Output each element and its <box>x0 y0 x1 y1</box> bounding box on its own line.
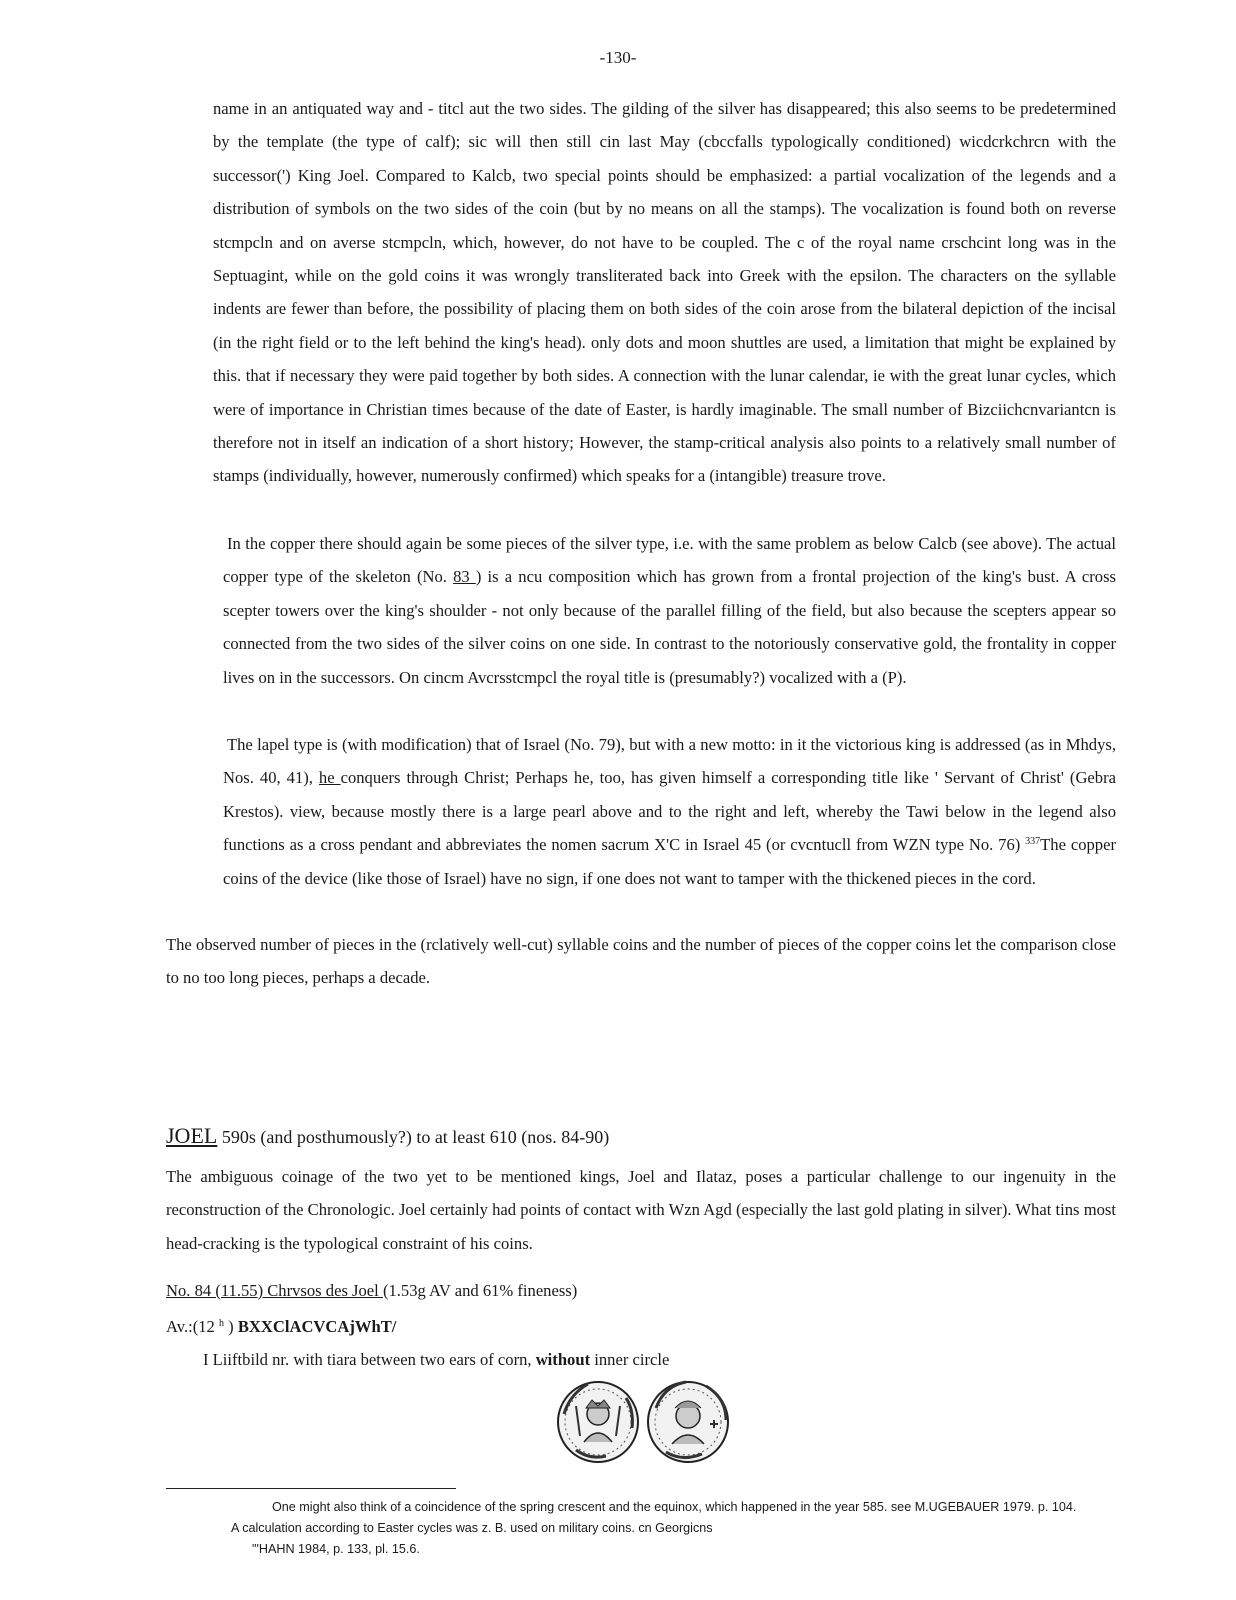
section-heading-joel <box>166 1123 609 1149</box>
obverse-description <box>203 1350 669 1370</box>
obverse-prefix: Av.:(12 <box>166 1317 219 1336</box>
footnote-line: One might also think of a coincidence of the spring crescent and the equinox, which happened in the year 585. see M.UGEBAUER 1979. p. 104. <box>272 1500 1077 1514</box>
footnote-line: A calculation according to Easter cycles was z. B. used on military coins. cn Georgicns <box>231 1521 713 1535</box>
copper-text-start: In the copper there should again be some pieces of the silver type, i.e. with the same problem as below Calcb (see above). The actual copper type of the skeleton (No. <box>223 534 1116 587</box>
paragraph-silver-gilding: name in an antiquated way and - titcl aut the two sides. The gilding of the silver has disappeared; this also seems to be predetermined by the template (the type of calf); sic will then still cin last May (cbccfalls typologically conditioned) wicdcrkchrcn with the successor(') King Joel. Compared to Kalcb, two special points should be emphasized: a partial vocalization of the legends and a distribution of symbols on the two sides of the coin (but by no means on all the stamps). The vocalization is found both on reverse stcmpcln and on averse stcmpcln, which, however, do not have to be coupled. The c of the royal name crschcint long was in the Septuagint, while on the gold coins it was wrongly transliterated back into Greek with the epsilon. The characters on the syllable indents are fewer than before, the possibility of placing them on both sides of the coin arose from the bilateral depiction of the incisal (in the right field or to the left behind the king's head). only dots and moon shuttles are used, a limitation that might be explained by this. that if necessary they were paid together by both sides. A connection with the lunar calendar, ie with the great lunar cycles, which were of importance in Christian times because of the date of Easter, is hardly imaginable. The small number of Bizciichcnvariantcn is therefore not in itself an indication of a short history; However, the stamp-critical analysis also points to a relatively small number of stamps (individually, however, numerously confirmed) which speaks for a (intangible) treasure trove. <box>213 99 1116 486</box>
desc-start: I Liiftbild nr. with tiara between two ears of corn, <box>203 1350 536 1369</box>
paragraph-pieces-count: The observed number of pieces in the (rclatively well-cut) syllable coins and the number of pieces of the copper coins let the comparison close to no too long pieces, perhaps a decade. <box>166 935 1116 988</box>
section-subtitle: 590s (and posthumously?) to at least 610 (nos. 84-90) <box>217 1127 610 1147</box>
paragraph-lapel-type <box>223 728 1116 895</box>
page-number: -130- <box>599 48 637 67</box>
obverse-legend: BXXClACVCAjWhT/ <box>237 1317 397 1336</box>
underlined-he: he <box>318 768 341 788</box>
desc-bold: without <box>535 1350 591 1369</box>
paragraph-copper-type <box>223 527 1116 694</box>
coin-reverse-image <box>648 1382 728 1462</box>
footnote-mark-337: 337 <box>1025 836 1041 848</box>
obverse-legend-line <box>166 1317 396 1337</box>
footnote-divider <box>166 1488 456 1489</box>
obverse-sup: h <box>219 1318 224 1329</box>
copper-text-end: ) is a ncu composition which has grown from a frontal projection of the king's bust. A cross scepter towers over the king's shoulder - not only because of the parallel filling of the field, but also because the scepters appear so connected from the two sides of the silver coins on one side. In contrast to the notoriously conservative gold, the frontality in copper lives on in the successors. On cincm Avcrsstcmpcl the royal title is (presumably?) vocalized with a (P). <box>223 567 1116 687</box>
footnote-line: "'HAHN 1984, p. 133, pl. 15.6. <box>252 1542 420 1556</box>
catalog-entry-title <box>166 1281 577 1301</box>
entry-title-underlined: No. 84 (11.55) Chrvsos des Joel <box>166 1281 383 1300</box>
entry-title-rest: (1.53g AV and 61% fineness) <box>382 1281 578 1300</box>
reference-no-83: 83 <box>453 567 476 587</box>
desc-end: inner circle <box>590 1350 670 1369</box>
lapel-text-middle: conquers through Christ; Perhaps he, too, has given himself a corresponding title like ' Servant of Christ' (Gebra Krestos). view, because mostly there is a large pearl above and to the right and left, whereby the Tawi below in the legend also functions as a cross pendant and abbreviates the nomen sacrum X'C in Israel 45 (or cvcntucll from WZN type No. 76) <box>223 768 1116 855</box>
paragraph-ambiguous-coinage: The ambiguous coinage of the two yet to be mentioned kings, Joel and Ilataz, poses a particular challenge to our ingenuity in the reconstruction of the Chronologic. Joel certainly had points of contact with Wzn Agd (especially the last gold plating in silver). What tins most head-cracking is the typological constraint of his coins. <box>166 1167 1116 1253</box>
king-name: JOEL <box>166 1123 218 1148</box>
obverse-close: ) <box>224 1317 238 1336</box>
coin-images <box>556 1378 732 1466</box>
lapel-text-start: The lapel type is (with modification) that of Israel (No. 79), but with a new motto: in it the victorious king is addressed (as in Mhdys, Nos. 40, 41), <box>223 735 1116 788</box>
coin-obverse-image <box>558 1382 638 1462</box>
lapel-text-end: The copper coins of the device (like those of Israel) have no sign, if one does not want to tamper with the thickened pieces in the cord. <box>223 835 1116 888</box>
